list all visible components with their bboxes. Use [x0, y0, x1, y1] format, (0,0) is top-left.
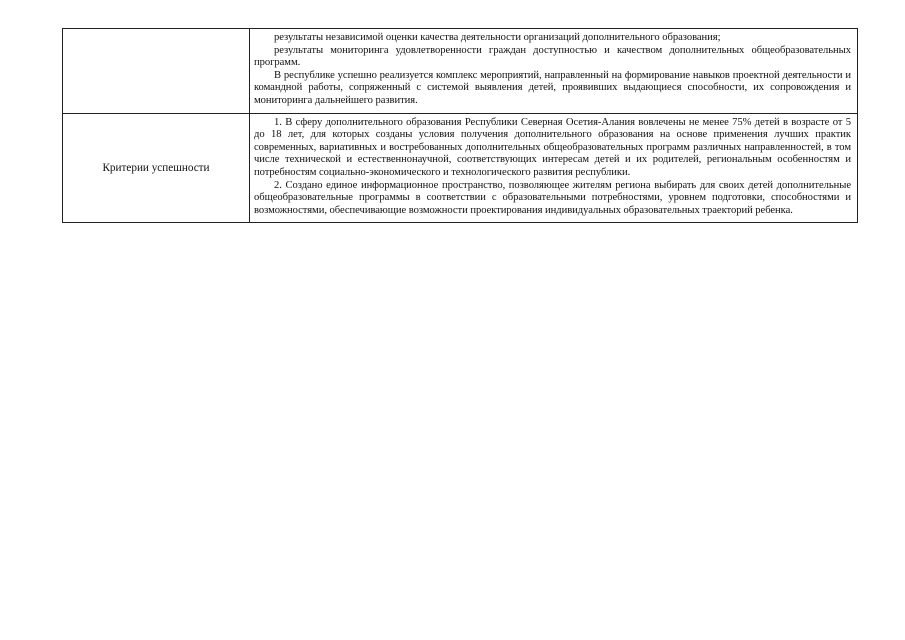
- success-criteria-label: Критерии успешности: [63, 113, 250, 223]
- row-content-cell: [250, 113, 858, 223]
- paragraph: результаты независимой оценки качества деятельности организаций дополнительного образования;: [274, 32, 721, 43]
- paragraph: 2. Создано единое информационное пространство, позволяющее жителям региона выбирать для своих детей дополнительные общеобразовательные программы в соответствии с образовательными потребностями, уровнем подготовки, способностями и возможностями, обеспечивающие возможности проектирования индивидуальных образовательных траекторий ребенка.: [254, 179, 851, 216]
- row-label-cell: [63, 29, 250, 114]
- table-row: [63, 29, 858, 114]
- paragraph: В республике успешно реализуется комплекс мероприятий, направленный на формирование навыков проектной деятельности и командной работы, сопряженный с системой выявления детей, проявивших выдающиеся способности, их сопровождения и мониторинга дальнейшего развития.: [254, 69, 851, 106]
- row-content-cell: [250, 29, 858, 114]
- paragraph: результаты мониторинга удовлетворенности граждан доступностью и качеством дополнительных общеобразовательных программ.: [254, 44, 851, 69]
- table-row: [63, 113, 858, 223]
- content-table: [62, 28, 858, 223]
- paragraph: 1. В сферу дополнительного образования Республики Северная Осетия-Алания вовлечены не менее 75% детей в возрасте от 5 до 18 лет, для которых созданы условия получения дополнительного образования на основе применения лучших практик современных, вариативных и востребованных дополнительных общеобразовательных программ различных направленностей, в том числе технической и естественнонаучной, соответствующих интересам детей и их родителей, региональным особенностям и потребностям социально-экономического и технологического развития республики.: [254, 116, 851, 178]
